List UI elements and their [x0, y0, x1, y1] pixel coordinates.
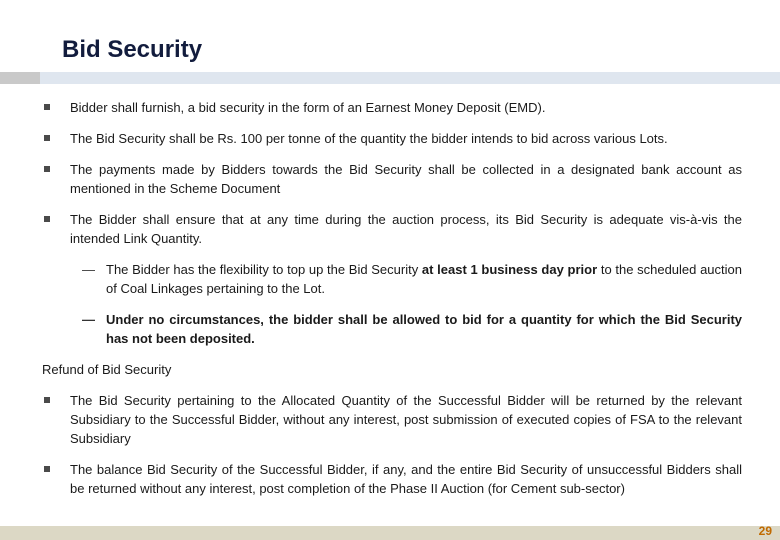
title-underline-bar — [0, 72, 780, 84]
bullet-text: The Bid Security shall be Rs. 100 per tonne of the quantity the bidder intends to bid across various Lots. — [70, 131, 668, 146]
sub-bullet-text-start: The Bidder has the flexibility to top up the Bid Security — [106, 262, 422, 277]
square-bullet-icon — [44, 135, 50, 141]
square-bullet-icon — [44, 104, 50, 110]
bullet-item — [42, 160, 742, 198]
square-bullet-icon — [44, 397, 50, 403]
title-bar-grey-segment — [0, 72, 40, 84]
sub-bullet-item — [42, 260, 742, 298]
bullet-item — [42, 98, 742, 117]
footer-bar — [0, 526, 780, 540]
sub-bullet-item — [42, 310, 742, 348]
bullet-item — [42, 210, 742, 248]
section-heading: Refund of Bid Security — [42, 362, 172, 377]
sub-bullet-text: Under no circumstances, the bidder shall be allowed to bid for a quantity for which the Bid Security has not been deposited. — [106, 312, 742, 346]
bullet-text: Bidder shall furnish, a bid security in the form of an Earnest Money Deposit (EMD). — [70, 100, 546, 115]
bullet-text: The Bid Security pertaining to the Allocated Quantity of the Successful Bidder will be returned by the relevant Subsidiary to the Successful Bidder, without any interest, post submission of executed copies of FSA to the relevant Subsidiary — [70, 393, 742, 446]
dash-bullet-icon: — — [82, 312, 95, 327]
square-bullet-icon — [44, 216, 50, 222]
bullet-item — [42, 129, 742, 148]
page-number: 29 — [758, 524, 772, 538]
title-bar-blue-segment — [40, 72, 780, 84]
bullet-item — [42, 460, 742, 498]
square-bullet-icon — [44, 166, 50, 172]
sub-bullet-text-end: to the scheduled auction of Coal Linkages pertaining to the Lot. — [106, 262, 742, 296]
bullet-text: The payments made by Bidders towards the Bid Security shall be collected in a designated bank account as mentioned in the Scheme Document — [70, 162, 742, 196]
square-bullet-icon — [44, 466, 50, 472]
slide-title: Bid Security — [62, 36, 203, 63]
bullet-item — [42, 391, 742, 448]
slide-content — [42, 86, 742, 498]
bullet-text: The Bidder shall ensure that at any time during the auction process, its Bid Security is adequate vis-à-vis the intended Link Quantity. — [70, 212, 742, 246]
dash-bullet-icon: — — [82, 262, 95, 277]
bullet-text: The balance Bid Security of the Successful Bidder, if any, and the entire Bid Security of unsuccessful Bidders shall be returned without any interest, post completion of the Phase II Auction (for Cement sub-sector) — [70, 462, 742, 496]
sub-bullet-text-bold: at least 1 business day prior — [421, 262, 598, 277]
